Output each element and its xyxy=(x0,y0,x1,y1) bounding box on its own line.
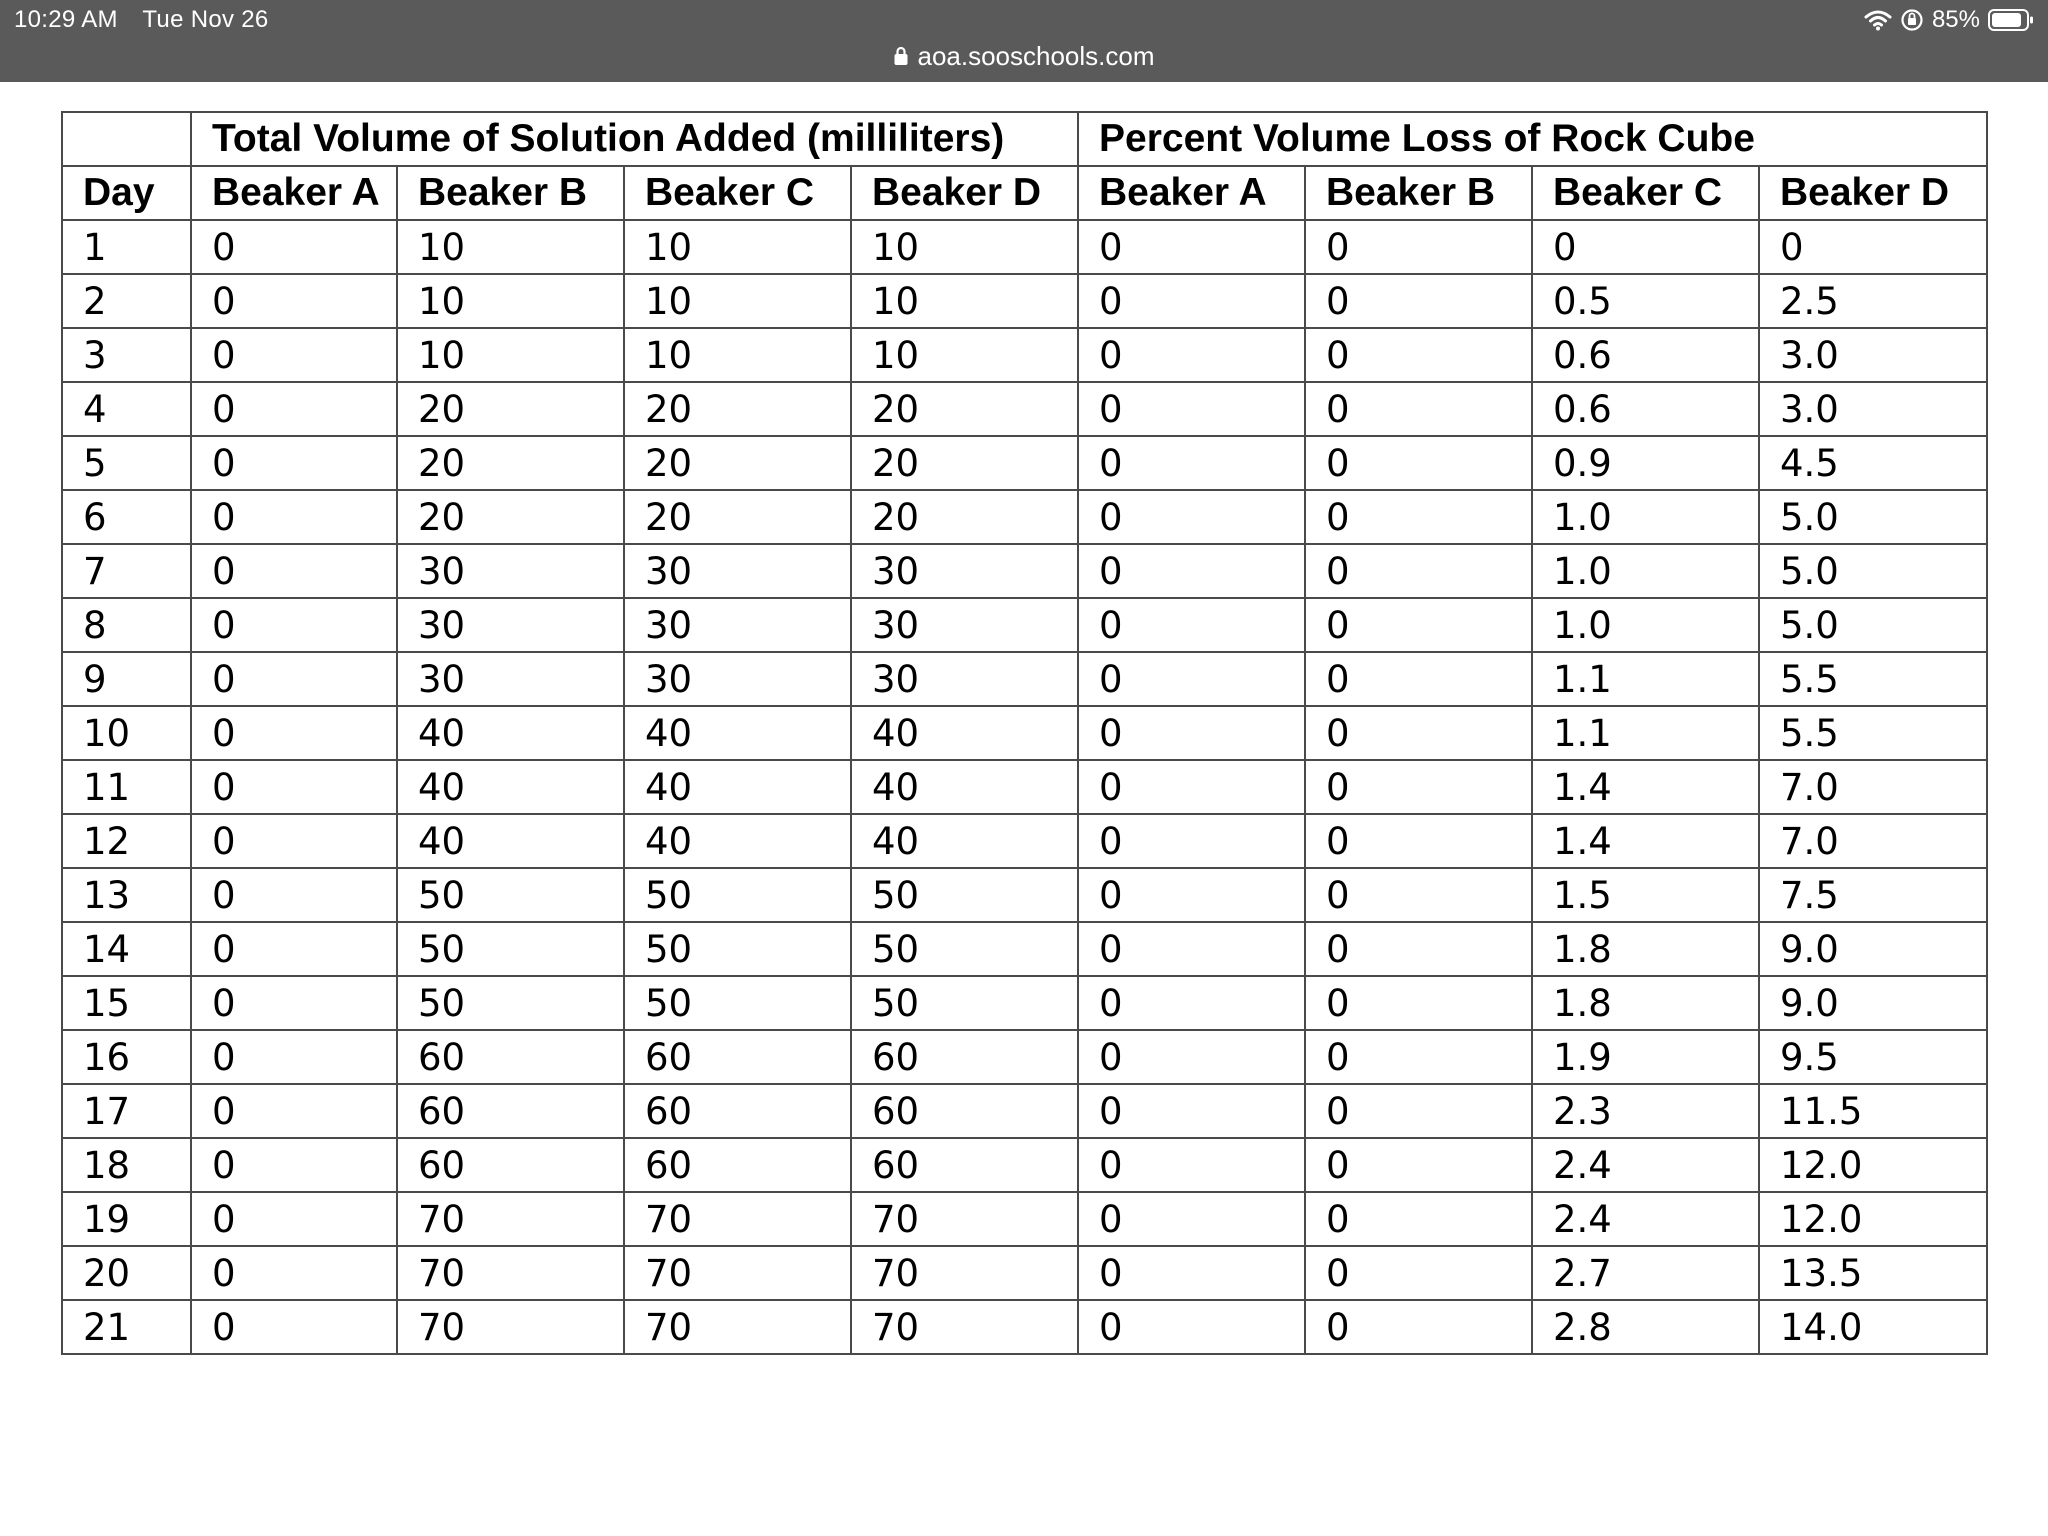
table-cell: 30 xyxy=(397,544,624,598)
table-row xyxy=(62,544,1987,598)
table-cell: 0 xyxy=(1078,1192,1305,1246)
column-header: Beaker C xyxy=(624,166,851,220)
column-header: Beaker B xyxy=(397,166,624,220)
table-cell: 40 xyxy=(851,814,1078,868)
table-cell: 40 xyxy=(624,706,851,760)
table-cell: 1.9 xyxy=(1532,1030,1759,1084)
table-cell: 60 xyxy=(851,1138,1078,1192)
url-text[interactable]: aoa.sooschools.com xyxy=(917,40,1155,71)
table-cell: 1.1 xyxy=(1532,706,1759,760)
table-cell: 5.0 xyxy=(1759,544,1987,598)
day-cell: 4 xyxy=(62,382,191,436)
table-cell: 13.5 xyxy=(1759,1246,1987,1300)
table-row xyxy=(62,1192,1987,1246)
column-header: Beaker A xyxy=(191,166,397,220)
table-cell: 60 xyxy=(851,1084,1078,1138)
table-cell: 0 xyxy=(191,976,397,1030)
table-cell: 0 xyxy=(1305,1300,1532,1354)
volume-group-header: Total Volume of Solution Added (milliliters) xyxy=(191,112,1078,166)
table-cell: 20 xyxy=(851,382,1078,436)
table-cell: 60 xyxy=(397,1138,624,1192)
table-cell: 0 xyxy=(191,490,397,544)
column-header: Beaker D xyxy=(851,166,1078,220)
table-row xyxy=(62,598,1987,652)
table-cell: 0 xyxy=(1078,382,1305,436)
table-cell: 40 xyxy=(851,760,1078,814)
table-cell: 10 xyxy=(397,220,624,274)
table-cell: 30 xyxy=(851,598,1078,652)
table-cell: 0 xyxy=(1305,1084,1532,1138)
table-row xyxy=(62,1246,1987,1300)
column-header: Day xyxy=(62,166,191,220)
data-table-container xyxy=(61,111,1988,1355)
table-row xyxy=(62,868,1987,922)
table-cell: 0 xyxy=(191,220,397,274)
table-cell: 7.0 xyxy=(1759,814,1987,868)
table-cell: 0.6 xyxy=(1532,382,1759,436)
table-cell: 0 xyxy=(1305,220,1532,274)
column-header: Beaker B xyxy=(1305,166,1532,220)
table-cell: 0 xyxy=(1305,868,1532,922)
table-cell: 0 xyxy=(191,1246,397,1300)
table-cell: 20 xyxy=(851,490,1078,544)
table-cell: 0 xyxy=(1078,1030,1305,1084)
day-cell: 21 xyxy=(62,1300,191,1354)
column-header: Beaker D xyxy=(1759,166,1987,220)
day-cell: 6 xyxy=(62,490,191,544)
table-cell: 5.0 xyxy=(1759,598,1987,652)
table-cell: 1.8 xyxy=(1532,922,1759,976)
table-cell: 9.0 xyxy=(1759,976,1987,1030)
table-cell: 0 xyxy=(1078,868,1305,922)
table-cell: 50 xyxy=(397,868,624,922)
table-cell: 10 xyxy=(624,328,851,382)
day-cell: 11 xyxy=(62,760,191,814)
table-cell: 0 xyxy=(1305,1138,1532,1192)
day-cell: 17 xyxy=(62,1084,191,1138)
table-cell: 2.4 xyxy=(1532,1138,1759,1192)
table-cell: 60 xyxy=(624,1084,851,1138)
table-cell: 0 xyxy=(1305,814,1532,868)
table-cell: 0 xyxy=(191,274,397,328)
table-cell: 1.5 xyxy=(1532,868,1759,922)
table-cell: 2.5 xyxy=(1759,274,1987,328)
table-cell: 10 xyxy=(851,274,1078,328)
loss-group-header: Percent Volume Loss of Rock Cube xyxy=(1078,112,1987,166)
table-cell: 70 xyxy=(397,1246,624,1300)
table-cell: 0 xyxy=(1305,976,1532,1030)
data-table xyxy=(61,111,1988,1355)
table-cell: 70 xyxy=(397,1192,624,1246)
table-cell: 60 xyxy=(397,1084,624,1138)
table-cell: 0 xyxy=(1305,436,1532,490)
table-cell: 0 xyxy=(1305,382,1532,436)
table-cell: 50 xyxy=(397,976,624,1030)
table-cell: 4.5 xyxy=(1759,436,1987,490)
orientation-lock-icon xyxy=(1900,8,1924,32)
table-cell: 50 xyxy=(851,922,1078,976)
table-cell: 0 xyxy=(1078,814,1305,868)
table-cell: 30 xyxy=(624,652,851,706)
table-cell: 0 xyxy=(191,544,397,598)
group-header-row xyxy=(62,112,1987,166)
table-cell: 50 xyxy=(624,922,851,976)
table-cell: 1.0 xyxy=(1532,544,1759,598)
table-cell: 7.5 xyxy=(1759,868,1987,922)
table-cell: 7.0 xyxy=(1759,760,1987,814)
table-cell: 0 xyxy=(191,1192,397,1246)
table-cell: 0 xyxy=(1305,490,1532,544)
table-row xyxy=(62,706,1987,760)
table-cell: 10 xyxy=(851,220,1078,274)
table-cell: 12.0 xyxy=(1759,1138,1987,1192)
day-cell: 20 xyxy=(62,1246,191,1300)
table-row xyxy=(62,1030,1987,1084)
table-cell: 1.1 xyxy=(1532,652,1759,706)
table-cell: 0 xyxy=(1305,706,1532,760)
table-cell: 40 xyxy=(397,814,624,868)
day-cell: 18 xyxy=(62,1138,191,1192)
table-cell: 0 xyxy=(1078,706,1305,760)
table-cell: 50 xyxy=(851,976,1078,1030)
table-cell: 2.4 xyxy=(1532,1192,1759,1246)
table-cell: 30 xyxy=(397,598,624,652)
table-cell: 0 xyxy=(1078,1300,1305,1354)
table-cell: 0 xyxy=(1532,220,1759,274)
table-row xyxy=(62,436,1987,490)
day-cell: 12 xyxy=(62,814,191,868)
table-cell: 30 xyxy=(397,652,624,706)
day-cell: 3 xyxy=(62,328,191,382)
table-cell: 11.5 xyxy=(1759,1084,1987,1138)
table-cell: 40 xyxy=(851,706,1078,760)
table-cell: 50 xyxy=(397,922,624,976)
table-cell: 2.7 xyxy=(1532,1246,1759,1300)
table-cell: 0 xyxy=(191,922,397,976)
table-cell: 5.5 xyxy=(1759,652,1987,706)
status-date: Tue Nov 26 xyxy=(142,6,269,33)
table-cell: 30 xyxy=(851,544,1078,598)
table-cell: 0 xyxy=(1078,328,1305,382)
day-cell: 2 xyxy=(62,274,191,328)
table-cell: 0 xyxy=(1759,220,1987,274)
table-cell: 2.8 xyxy=(1532,1300,1759,1354)
table-cell: 2.3 xyxy=(1532,1084,1759,1138)
table-cell: 0 xyxy=(1305,328,1532,382)
table-row xyxy=(62,922,1987,976)
wifi-icon xyxy=(1864,9,1892,31)
table-cell: 50 xyxy=(624,976,851,1030)
table-cell: 3.0 xyxy=(1759,328,1987,382)
table-cell: 60 xyxy=(624,1138,851,1192)
table-cell: 70 xyxy=(624,1246,851,1300)
table-row xyxy=(62,1138,1987,1192)
table-cell: 20 xyxy=(397,490,624,544)
day-cell: 7 xyxy=(62,544,191,598)
table-cell: 0 xyxy=(1305,598,1532,652)
table-cell: 0 xyxy=(1305,1030,1532,1084)
table-cell: 40 xyxy=(624,814,851,868)
day-cell: 8 xyxy=(62,598,191,652)
table-cell: 70 xyxy=(624,1192,851,1246)
column-header: Beaker C xyxy=(1532,166,1759,220)
table-cell: 0 xyxy=(1078,922,1305,976)
table-cell: 0.6 xyxy=(1532,328,1759,382)
table-cell: 0 xyxy=(191,760,397,814)
table-row xyxy=(62,490,1987,544)
battery-icon xyxy=(1988,9,2034,31)
table-cell: 0 xyxy=(191,598,397,652)
table-cell: 20 xyxy=(397,436,624,490)
table-cell: 0 xyxy=(1305,922,1532,976)
table-cell: 0 xyxy=(1305,544,1532,598)
table-cell: 20 xyxy=(397,382,624,436)
table-cell: 40 xyxy=(624,760,851,814)
table-cell: 0 xyxy=(1078,220,1305,274)
table-cell: 20 xyxy=(851,436,1078,490)
status-time: 10:29 AM xyxy=(14,6,118,33)
lock-icon xyxy=(893,46,909,66)
table-cell: 0 xyxy=(1305,760,1532,814)
table-cell: 1.4 xyxy=(1532,814,1759,868)
table-cell: 5.5 xyxy=(1759,706,1987,760)
table-body xyxy=(62,220,1987,1354)
table-cell: 0 xyxy=(1078,274,1305,328)
table-cell: 50 xyxy=(851,868,1078,922)
table-row xyxy=(62,652,1987,706)
table-cell: 0 xyxy=(1078,652,1305,706)
table-cell: 12.0 xyxy=(1759,1192,1987,1246)
browser-top-bar xyxy=(0,0,2048,82)
day-cell: 1 xyxy=(62,220,191,274)
day-cell: 16 xyxy=(62,1030,191,1084)
table-cell: 1.8 xyxy=(1532,976,1759,1030)
table-cell: 9.0 xyxy=(1759,922,1987,976)
day-cell: 5 xyxy=(62,436,191,490)
table-cell: 50 xyxy=(624,868,851,922)
table-cell: 0 xyxy=(191,1030,397,1084)
table-cell: 0 xyxy=(191,382,397,436)
table-cell: 10 xyxy=(851,328,1078,382)
table-cell: 0.5 xyxy=(1532,274,1759,328)
table-cell: 0 xyxy=(191,814,397,868)
table-row xyxy=(62,220,1987,274)
table-cell: 60 xyxy=(851,1030,1078,1084)
table-cell: 5.0 xyxy=(1759,490,1987,544)
table-cell: 20 xyxy=(624,436,851,490)
table-cell: 0 xyxy=(191,868,397,922)
table-cell: 0 xyxy=(1078,1138,1305,1192)
table-cell: 14.0 xyxy=(1759,1300,1987,1354)
table-cell: 0 xyxy=(1078,1084,1305,1138)
table-cell: 70 xyxy=(851,1300,1078,1354)
table-cell: 1.4 xyxy=(1532,760,1759,814)
table-row xyxy=(62,760,1987,814)
table-cell: 70 xyxy=(851,1192,1078,1246)
day-cell: 14 xyxy=(62,922,191,976)
table-cell: 0 xyxy=(1078,976,1305,1030)
column-header-row xyxy=(62,166,1987,220)
table-row xyxy=(62,976,1987,1030)
table-cell: 0 xyxy=(1305,1246,1532,1300)
table-row xyxy=(62,1084,1987,1138)
table-cell: 0 xyxy=(1078,1246,1305,1300)
table-cell: 30 xyxy=(851,652,1078,706)
table-cell: 9.5 xyxy=(1759,1030,1987,1084)
table-row xyxy=(62,1300,1987,1354)
table-cell: 40 xyxy=(397,760,624,814)
table-cell: 0 xyxy=(1305,1192,1532,1246)
table-cell: 1.0 xyxy=(1532,490,1759,544)
table-cell: 0 xyxy=(1078,436,1305,490)
table-cell: 0 xyxy=(1078,760,1305,814)
table-cell: 0 xyxy=(1078,490,1305,544)
column-header: Beaker A xyxy=(1078,166,1305,220)
status-bar-left xyxy=(14,4,287,36)
table-cell: 0 xyxy=(1078,598,1305,652)
table-row xyxy=(62,328,1987,382)
table-cell: 20 xyxy=(624,382,851,436)
table-cell: 10 xyxy=(624,274,851,328)
table-cell: 30 xyxy=(624,544,851,598)
table-cell: 20 xyxy=(624,490,851,544)
table-cell: 0 xyxy=(191,328,397,382)
table-cell: 0 xyxy=(191,1300,397,1354)
table-cell: 3.0 xyxy=(1759,382,1987,436)
table-cell: 10 xyxy=(397,274,624,328)
table-cell: 10 xyxy=(624,220,851,274)
day-cell: 9 xyxy=(62,652,191,706)
table-cell: 70 xyxy=(624,1300,851,1354)
day-cell: 15 xyxy=(62,976,191,1030)
table-cell: 0 xyxy=(191,436,397,490)
day-cell: 19 xyxy=(62,1192,191,1246)
table-cell: 0.9 xyxy=(1532,436,1759,490)
day-cell: 10 xyxy=(62,706,191,760)
table-cell: 0 xyxy=(191,1084,397,1138)
table-cell: 0 xyxy=(1078,544,1305,598)
table-cell: 60 xyxy=(397,1030,624,1084)
table-cell: 0 xyxy=(191,706,397,760)
table-cell: 70 xyxy=(851,1246,1078,1300)
table-cell: 70 xyxy=(397,1300,624,1354)
table-cell: 60 xyxy=(624,1030,851,1084)
table-cell: 1.0 xyxy=(1532,598,1759,652)
day-cell: 13 xyxy=(62,868,191,922)
table-cell: 40 xyxy=(397,706,624,760)
empty-header-cell xyxy=(62,112,191,166)
status-bar-right xyxy=(1864,4,2034,36)
table-cell: 0 xyxy=(191,652,397,706)
table-row xyxy=(62,814,1987,868)
table-cell: 30 xyxy=(624,598,851,652)
table-cell: 0 xyxy=(1305,652,1532,706)
table-cell: 10 xyxy=(397,328,624,382)
table-cell: 0 xyxy=(191,1138,397,1192)
table-cell: 0 xyxy=(1305,274,1532,328)
battery-percent: 85% xyxy=(1931,6,1980,33)
address-bar[interactable] xyxy=(0,38,2048,74)
table-row xyxy=(62,274,1987,328)
table-row xyxy=(62,382,1987,436)
